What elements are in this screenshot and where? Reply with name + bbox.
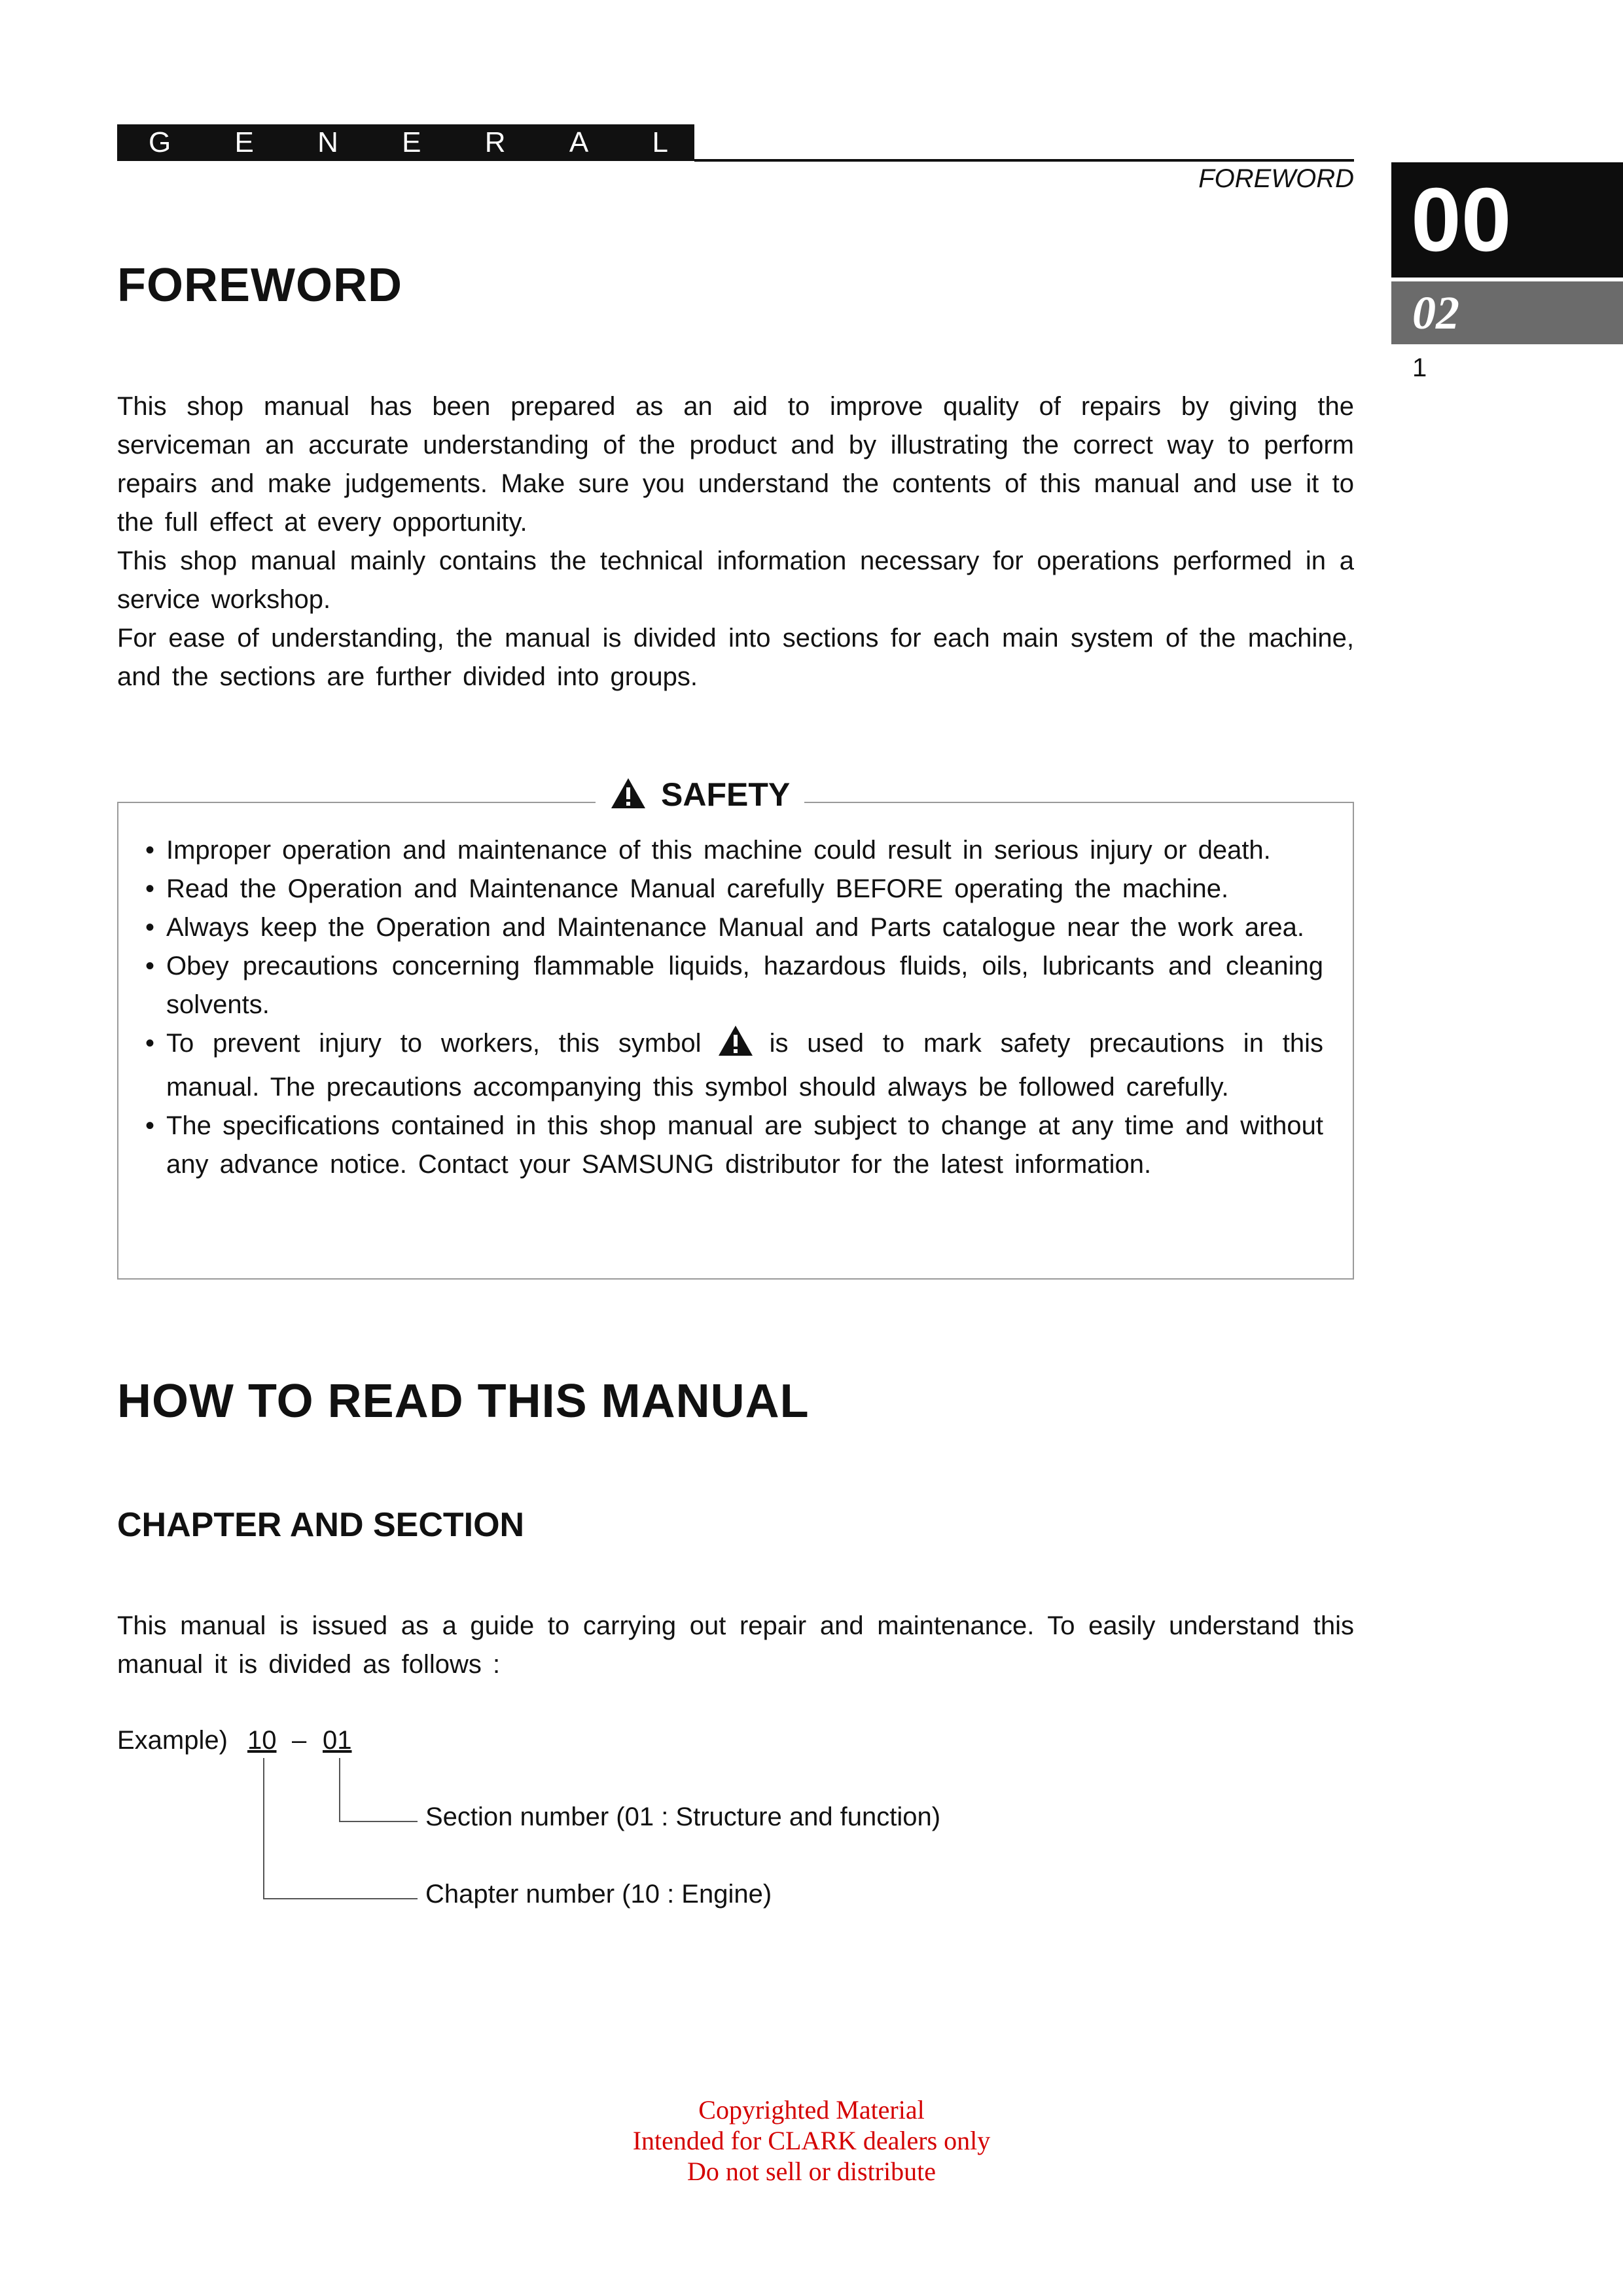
chapter-section-heading: CHAPTER AND SECTION [117, 1506, 525, 1544]
howto-title: HOW TO READ THIS MANUAL [117, 1375, 810, 1427]
example-dash: – [292, 1726, 307, 1755]
header-rule [694, 159, 1354, 162]
section-tab: 02 [1391, 281, 1623, 344]
foreword-paragraph: For ease of understanding, the manual is divided into sections for each main system of the machine, and the sections are further divided into groups. [117, 624, 1354, 691]
example-chapter-number: 10 [247, 1726, 277, 1755]
copyright-notice [0, 2094, 1623, 2187]
foreword-paragraph: This shop manual mainly contains the technical information necessary for operations performed in a service workshop. [117, 547, 1354, 614]
banner-letter: E [402, 126, 421, 158]
page-number: 1 [1412, 353, 1427, 382]
warning-triangle-icon [610, 777, 647, 813]
section-leader-vertical [339, 1758, 340, 1822]
warning-triangle-icon [717, 1024, 754, 1068]
safety-item: • Read the Operation and Maintenance Manual carefully BEFORE operating the machine. [145, 870, 1323, 908]
chapter-number-description: Chapter number (10 : Engine) [425, 1880, 772, 1909]
banner-letter: A [569, 126, 589, 158]
banner-letter: E [234, 126, 254, 158]
safety-list [145, 831, 1323, 1184]
foreword-title: FOREWORD [117, 259, 402, 312]
safety-item: • Obey precautions concerning flammable liquids, hazardous fluids, oils, lubricants and cleaning solvents. [145, 947, 1323, 1024]
safety-item-symbol [145, 1024, 1323, 1107]
copyright-line: Copyrighted Material [698, 2095, 925, 2125]
symbol-item-text-after: is used to mark safety precautions in this manual. The precautions accompanying this symbol should always be followed carefully. [166, 1029, 1324, 1102]
foreword-paragraph: This shop manual has been prepared as an aid to improve quality of repairs by giving the serviceman an accurate understanding of the product and by illustrating the correct way to perform repairs and make judgements. Make sure you understand the contents of this manual and use it to the full effect at every opportunity. [117, 392, 1354, 537]
banner-letter: R [484, 126, 506, 158]
section-leader-horizontal [339, 1821, 418, 1822]
banner-letter: L [652, 126, 668, 158]
section-number-description: Section number (01 : Structure and function) [425, 1803, 941, 1831]
copyright-line: Intended for CLARK dealers only [632, 2126, 991, 2155]
chapter-leader-vertical [263, 1758, 264, 1899]
safety-title: SAFETY [661, 776, 791, 813]
banner-letter: G [149, 126, 171, 158]
copyright-line: Do not sell or distribute [687, 2157, 936, 2186]
safety-header [596, 776, 804, 814]
chapter-leader-horizontal [263, 1898, 418, 1899]
header-subtitle: FOREWORD [1198, 164, 1354, 193]
header-banner [117, 124, 694, 161]
safety-item: • Always keep the Operation and Maintenance Manual and Parts catalogue near the work area. [145, 908, 1323, 947]
howto-intro: This manual is issued as a guide to carrying out repair and maintenance. To easily understand this manual it is divided as follows : [117, 1611, 1354, 1679]
example-label: Example) [117, 1726, 228, 1755]
symbol-item-text-before: To prevent injury to workers, this symbol [166, 1029, 702, 1058]
safety-item: • Improper operation and maintenance of this machine could result in serious injury or death. [145, 831, 1323, 870]
safety-item: • The specifications contained in this shop manual are subject to change at any time and without any advance notice. Contact your SAMSUNG distributor for the latest information. [145, 1107, 1323, 1184]
chapter-tab: 00 [1391, 162, 1623, 278]
example-section-number: 01 [323, 1726, 352, 1755]
banner-letter: N [317, 126, 338, 158]
